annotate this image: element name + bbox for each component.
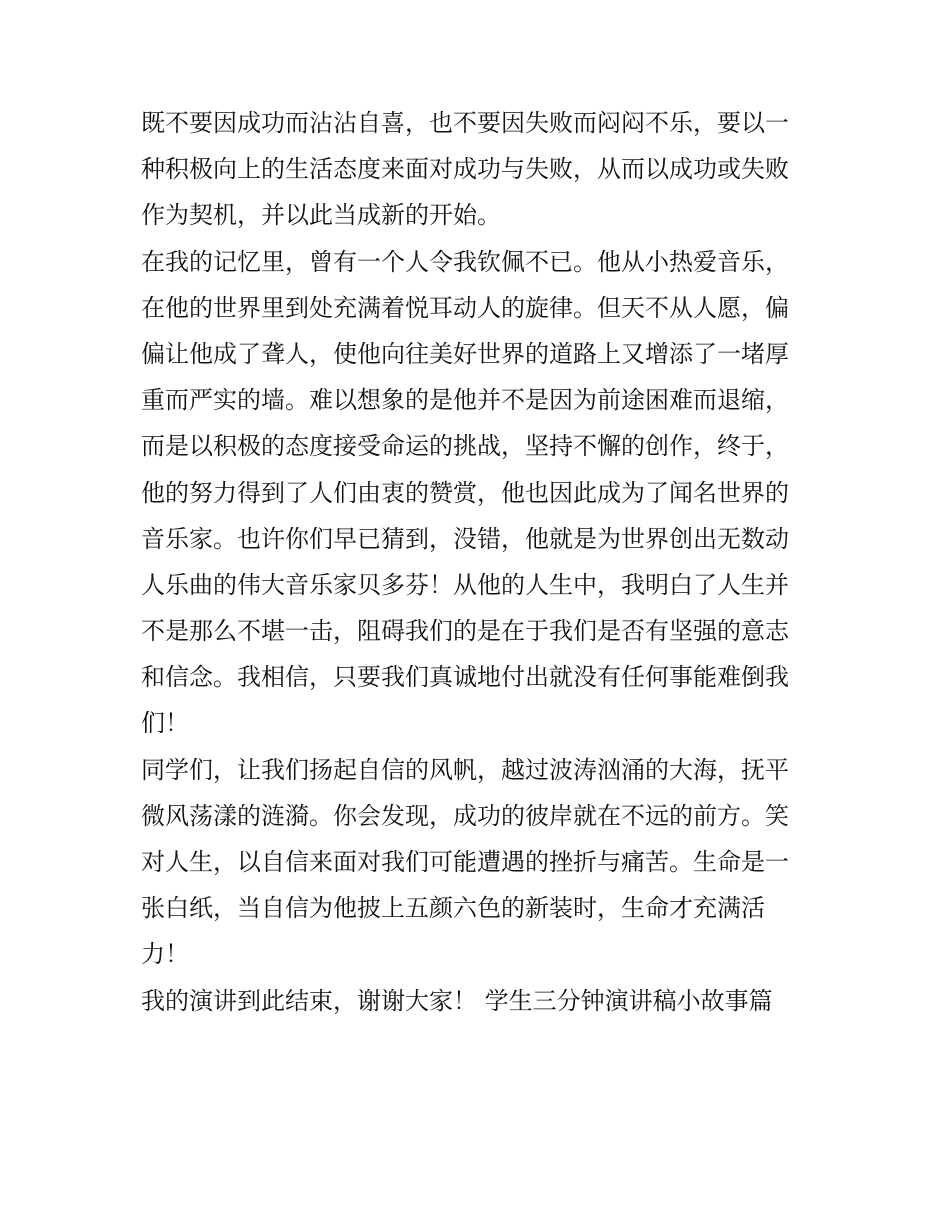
- text-line: 音乐家。也许你们早已猜到，没错，他就是为世界创出无数动: [141, 524, 789, 553]
- text-line: 同学们，让我们扬起自信的风帆，越过波涛汹涌的大海，抚平: [141, 755, 789, 784]
- text-line: 作为契机，并以此当成新的开始。: [141, 201, 501, 230]
- text-line: 我的演讲到此结束，谢谢大家！ 学生三分钟演讲稿小故事篇: [141, 986, 773, 1015]
- text-line: 他的努力得到了人们由衷的赞赏，他也因此成为了闻名世界的: [141, 478, 789, 507]
- text-line: 们！: [141, 709, 189, 738]
- text-line: 在他的世界里到处充满着悦耳动人的旋律。但天不从人愿，偏: [141, 293, 789, 322]
- text-line: 和信念。我相信，只要我们真诚地付出就没有任何事能难倒我: [141, 663, 789, 692]
- document-body: [141, 100, 821, 1024]
- text-line: 对人生，以自信来面对我们可能遭遇的挫折与痛苦。生命是一: [141, 848, 789, 876]
- text-line: 人乐曲的伟大音乐家贝多芬！从他的人生中，我明白了人生并: [141, 570, 789, 599]
- text-line: 张白纸，当自信为他披上五颜六色的新装时，生命才充满活: [141, 894, 765, 923]
- text-line: 力！: [141, 940, 189, 969]
- text-line: 重而严实的墙。难以想象的是他并不是因为前途困难而退缩，: [141, 386, 789, 415]
- text-line: 种积极向上的生活态度来面对成功与失败，从而以成功或失败: [141, 155, 789, 184]
- text-line: 而是以积极的态度接受命运的挑战，坚持不懈的创作，终于，: [141, 432, 789, 461]
- text-line: 不是那么不堪一击，阻碍我们的是在于我们是否有坚强的意志: [141, 617, 789, 646]
- text-line: 偏让他成了聋人，使他向往美好世界的道路上又增添了一堵厚: [141, 339, 789, 368]
- text-line: 微风荡漾的涟漪。你会发现，成功的彼岸就在不远的前方。笑: [141, 801, 789, 830]
- text-line: 既不要因成功而沾沾自喜，也不要因失败而闷闷不乐，要以一: [141, 109, 789, 137]
- text-line: 在我的记忆里，曾有一个人令我钦佩不已。他从小热爱音乐，: [141, 247, 789, 276]
